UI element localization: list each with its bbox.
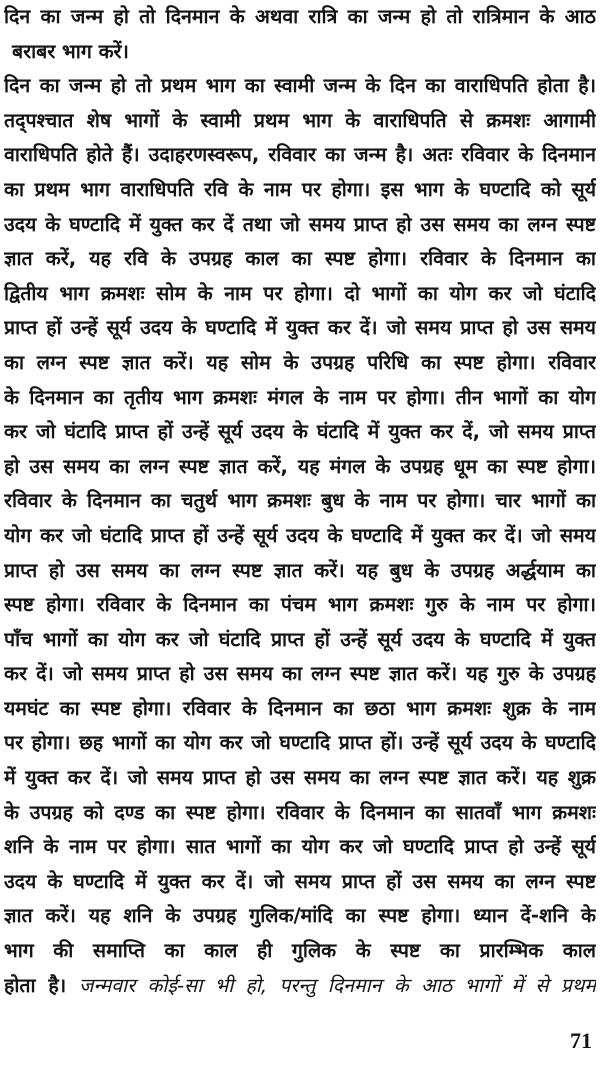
text-line: तद्पश्चात शेष भागों के स्वामी प्रथम भाग के वाराधिपति से क्रमशः आगामी [4, 108, 596, 132]
bold-text: होता है। [4, 973, 67, 997]
text-line: दिन का जन्म हो तो प्रथम भाग का स्वामी जन्म के दिन का वाराधिपति होता है। [4, 74, 596, 98]
text-line: द्वितीय भाग क्रमशः सोम के नाम पर होगा। दो भागों का योग कर जो घंटादि [4, 281, 596, 305]
text-line: के उपग्रह को दण्ड का स्पष्ट होगा। रविवार के दिनमान का सातवाँ भाग क्रमशः [4, 800, 596, 824]
text-line: रविवार के दिनमान का चतुर्थ भाग क्रमशः बुध के नाम पर होगा। चार भागों का [4, 489, 596, 513]
text-line: कर जो घंटादि प्राप्त हों उन्हें सूर्य उदय के घंटादि में युक्त कर दें, जो समय प्राप्त [4, 420, 596, 444]
text-line: में युक्त कर दें। जो समय प्राप्त हो उस समय का लग्न स्पष्ट ज्ञात करें। यह शुक्र [4, 766, 596, 790]
text-line [4, 934, 596, 969]
text-line: हो उस समय का लग्न स्पष्ट ज्ञात करें, यह मंगल के उपग्रह धूम का स्पष्ट होगा। [4, 454, 596, 478]
text-line: उदय के घण्टादि में युक्त कर दें तथा जो समय प्राप्त हो उस समय का लग्न स्पष्ट [4, 212, 596, 236]
text-line: पर होगा। छह भागों का योग कर जो घण्टादि प्राप्त हों। उन्हें सूर्य उदय के घण्टादि [4, 731, 596, 755]
text-line [4, 899, 596, 934]
text-line: वाराधिपति होते हैं। उदाहरणस्वरूप, रविवार का जन्म है। अतः रविवार के दिनमान [4, 143, 596, 167]
text-line: शनि के नाम पर होगा। सात भागों का योग कर जो घण्टादि प्राप्त हो उन्हें सूर्य [4, 835, 596, 859]
text-line: के दिनमान का तृतीय भाग क्रमशः मंगल के नाम पर होगा। तीन भागों का योग [4, 385, 596, 409]
text-line: प्राप्त हो उस समय का लग्न स्पष्ट ज्ञात करें। यह बुध के उपग्रह अर्द्धयाम का [4, 558, 596, 582]
document-page [4, 0, 596, 1003]
text-line: बराबर भाग करें। [12, 39, 129, 63]
text-line: प्राप्त हों उन्हें सूर्य उदय के घण्टादि में युक्त कर दें। जो समय प्राप्त हो उस समय [4, 316, 596, 340]
text-line: कर दें। जो समय प्राप्त हो उस समय का लग्न स्पष्ट ज्ञात करें। यह गुरु के उपग्रह [4, 662, 596, 686]
text-line: पाँच भागों का योग कर जो घंटादि प्राप्त हों उन्हें सूर्य उदय के घण्टादि में युक्त [4, 627, 596, 651]
bold-text: भाग की समाप्ति का काल ही गुलिक के स्पष्ट का प्रारम्भिक काल [4, 939, 596, 963]
text-line: दिन का जन्म हो तो दिनमान के अथवा रात्रि का जन्म हो तो रात्रिमान के आठ [4, 5, 596, 28]
text-line: उदय के घण्टादि में युक्त कर दें। जो समय प्राप्त हों उस समय का लग्न स्पष्ट [4, 869, 596, 893]
text-line [4, 969, 596, 1004]
text-line: का प्रथम भाग वाराधिपति रवि के नाम पर होगा। इस भाग के घण्टादि को सूर्य [4, 177, 596, 201]
text-line: ज्ञात करें, यह रवि के उपग्रह काल का स्पष्ट होगा। रविवार के दिनमान का [4, 247, 596, 271]
page-number: 71 [570, 1028, 592, 1053]
text-line: यमघंट का स्पष्ट होगा। रविवार के दिनमान का छठा भाग क्रमशः शुक्र के नाम [4, 696, 596, 720]
text-line: योग कर जो घंटादि प्राप्त हों उन्हें सूर्य उदय के घण्टादि में युक्त कर दें। जो समय [4, 523, 596, 547]
italic-text: जन्मवार कोई-सा भी हो, परन्तु दिनमान के आठ भागों में से प्रथम [78, 973, 596, 997]
text-segment: ज्ञात करें। यह शनि के उपग्रह गुलिक/मांदि का स्पष्ट होगा। [4, 904, 461, 928]
text-line: स्पष्ट होगा। रविवार के दिनमान का पंचम भाग क्रमशः गुरु के नाम पर होगा। [4, 593, 596, 617]
text-line: का लग्न स्पष्ट ज्ञात करें। यह सोम के उपग्रह परिधि का स्पष्ट होगा। रविवार [4, 350, 596, 374]
note-heading: ध्यान दें-शनि के [473, 904, 596, 928]
